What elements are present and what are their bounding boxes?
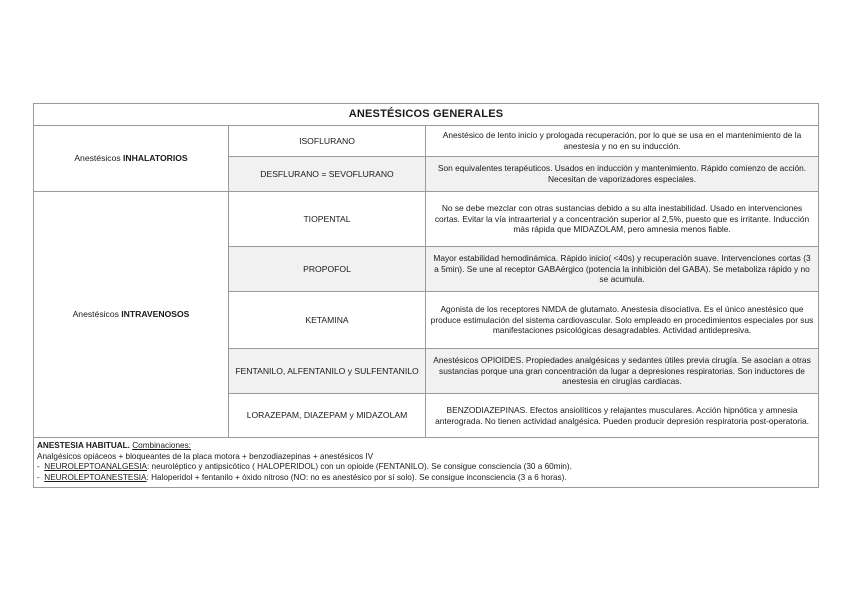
drug-description: No se debe mezclar con otras sustancias debido a su alta inestabilidad. Usado en intervenciones cortas. Evitar la vía intraarterial y a concentración superior al 2,5%, puesto que es irritante. Inducción más rápida que MIDAZOLAM, pero amnesia menos fiable. <box>426 192 819 247</box>
drug-description: Son equivalentes terapéuticos. Usados en inducción y mantenimiento. Rápido comienzo de acción. Necesitan de vaporizadores especiales. <box>426 157 819 192</box>
notes-item-term: NEUROLEPTOANESTESIA <box>44 472 147 482</box>
notes-heading-sub: Combinaciones: <box>132 441 191 450</box>
drug-name: ISOFLURANO <box>229 126 426 157</box>
category-prefix: Anestésicos <box>72 309 122 320</box>
notes-heading-bold: ANESTESIA HABITUAL. <box>37 441 130 450</box>
notes-item-term: NEUROLEPTOANALGESIA <box>44 462 147 472</box>
drug-description: Anestésicos OPIOIDES. Propiedades analgésicas y sedantes útiles previa cirugía. Se asocian a otras sustancias porque una gran concentración da lugar a depresiones respiratorias. Son inductores de anestesia en cirugías cardiacas. <box>426 349 819 394</box>
drug-description: Mayor estabilidad hemodinámica. Rápido inicio( <40s) y recuperación suave. Intervenciones cortas (3 a 5min). Se une al receptor GABAérgico (potencia la inhibición del GABA). Se metaboliza rápido y no se acumula. <box>426 247 819 292</box>
table-title-row <box>34 104 819 126</box>
drug-name: KETAMINA <box>229 292 426 349</box>
notes-item-text: : neuroléptico y antipsicótico ( HALOPERIDOL) con un opioide (FENTANILO). Se consigue consciencia (30 a 60min). <box>146 462 572 472</box>
bullet-dash: - <box>37 472 40 482</box>
category-intravenosos <box>34 192 229 438</box>
bullet-dash: - <box>37 462 40 472</box>
notes-line: Analgésicos opiáceos + bloqueantes de la placa motora + benzodiazepinas + anestésicos IV <box>37 451 374 461</box>
anesthetics-table <box>33 103 819 488</box>
anesthetics-document <box>33 103 818 488</box>
table-row <box>34 192 819 247</box>
drug-name: TIOPENTAL <box>229 192 426 247</box>
table-title: ANESTÉSICOS GENERALES <box>34 104 819 126</box>
drug-name: FENTANILO, ALFENTANILO y SULFENTANILO <box>229 349 426 394</box>
drug-description: Agonista de los receptores NMDA de glutamato. Anestesia disociativa. Es el único anestésico que produce estimulación del sistema cardiovascular. Solo empleado en procedimientos especiales por sus manifestaciones psicológicas desagradables. Actividad antidepresiva. <box>426 292 819 349</box>
drug-description: BENZODIAZEPINAS. Efectos ansiolíticos y relajantes musculares. Acción hipnótica y amnesia anterograda. No tienen actividad analgésica. Pueden producir depresión respiratoria post-operatoria. <box>426 394 819 438</box>
notes-cell <box>34 438 819 488</box>
notes-row <box>34 438 819 488</box>
notes-heading <box>37 441 815 452</box>
category-prefix: Anestésicos <box>74 153 124 164</box>
table-row <box>34 126 819 157</box>
drug-name: PROPOFOL <box>229 247 426 292</box>
notes-item-text: : Haloperidol + fentanilo + óxido nitroso (NO: no es anestésico por sí solo). Se consigue inconsciencia (3 a 6 horas). <box>146 472 567 482</box>
drug-name: DESFLURANO = SEVOFLURANO <box>229 157 426 192</box>
notes-item <box>37 462 815 473</box>
category-name: INTRAVENOSOS <box>121 309 190 320</box>
drug-name: LORAZEPAM, DIAZEPAM y MIDAZOLAM <box>229 394 426 438</box>
notes-item <box>37 473 815 484</box>
category-inhalatorios <box>34 126 229 192</box>
category-name: INHALATORIOS <box>123 153 188 164</box>
drug-description: Anestésico de lento inicio y prologada recuperación, por lo que se usa en el mantenimiento de la anestesia y no en su inducción. <box>426 126 819 157</box>
